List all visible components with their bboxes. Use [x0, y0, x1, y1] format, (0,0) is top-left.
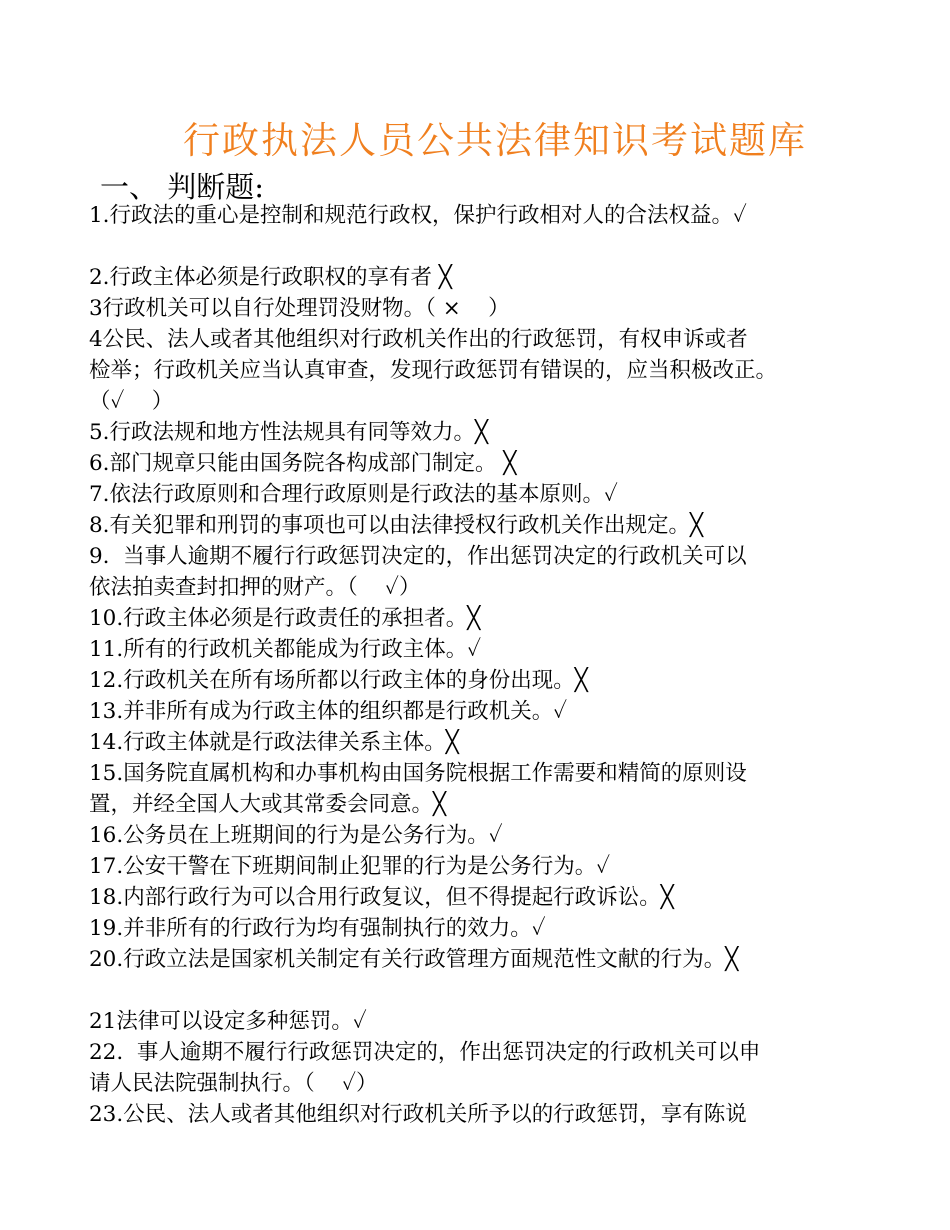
question-line: 3行政机关可以自行处理罚没财物。（ × ） [89, 296, 510, 321]
question-line: 5.行政法规和地方性法规具有同等效力。╳ [89, 420, 488, 445]
question-line: 18.内部行政行为可以合用行政复议，但不得提起行政诉讼。╳ [89, 885, 674, 910]
question-line: 21法律可以设定多种惩罚。✓ [89, 1009, 367, 1034]
question-line: 请人民法院强制执行。（ ✓） [89, 1071, 378, 1096]
question-line: 12.行政机关在所有场所都以行政主体的身份出现。╳ [89, 668, 588, 693]
question-line: 23.公民、法人或者其他组织对行政机关所予以的行政惩罚，享有陈说 [89, 1102, 747, 1127]
question-line: 19.并非所有的行政行为均有强制执行的效力。✓ [89, 916, 546, 941]
question-line: 10.行政主体必须是行政责任的承担者。╳ [89, 606, 481, 631]
question-line: 11.所有的行政机关都能成为行政主体。✓ [89, 637, 482, 662]
question-line: （✓ ） [89, 389, 174, 414]
page-title: 行政执法人员公共法律知识考试题库 [183, 119, 807, 162]
question-line: 2.行政主体必须是行政职权的享有者 ╳ [89, 265, 452, 290]
question-line: 16.公务员在上班期间的行为是公务行为。✓ [89, 823, 503, 848]
blank-line [89, 231, 879, 262]
question-line: 13.并非所有成为行政主体的组织都是行政机关。✓ [89, 699, 568, 724]
section-heading: 一、 判断题: [100, 170, 264, 204]
question-line: 6.部门规章只能由国务院各构成部门制定。 ╳ [89, 451, 517, 476]
question-list [89, 200, 879, 1130]
question-line: 7.依法行政原则和合理行政原则是行政法的基本原则。✓ [89, 482, 618, 507]
question-line: 9. 当事人逾期不履行行政惩罚决定的，作出惩罚决定的行政机关可以 [89, 544, 747, 569]
question-line: 依法拍卖查封扣押的财产。（ ✓） [89, 575, 421, 600]
question-line: 17.公安干警在下班期间制止犯罪的行为是公务行为。✓ [89, 854, 611, 879]
question-line: 置，并经全国人大或其常委会同意。╳ [89, 792, 446, 817]
question-line: 14.行政主体就是行政法律关系主体。╳ [89, 730, 459, 755]
question-line: 15.国务院直属机构和办事机构由国务院根据工作需要和精简的原则设 [89, 761, 747, 786]
question-line: 检举；行政机关应当认真审查，发现行政惩罚有错误的，应当积极改正。 [89, 358, 778, 383]
question-line: 20.行政立法是国家机关制定有关行政管理方面规范性文献的行为。╳ [89, 947, 739, 972]
blank-line [89, 975, 879, 1006]
question-line: 8.有关犯罪和刑罚的事项也可以由法律授权行政机关作出规定。╳ [89, 513, 703, 538]
question-line: 4公民、法人或者其他组织对行政机关作出的行政惩罚，有权申诉或者 [89, 327, 748, 352]
question-line: 22. 事人逾期不履行行政惩罚决定的，作出惩罚决定的行政机关可以申 [89, 1040, 761, 1065]
question-line: 1.行政法的重心是控制和规范行政权，保护行政相对人的合法权益。✓ [89, 203, 747, 228]
